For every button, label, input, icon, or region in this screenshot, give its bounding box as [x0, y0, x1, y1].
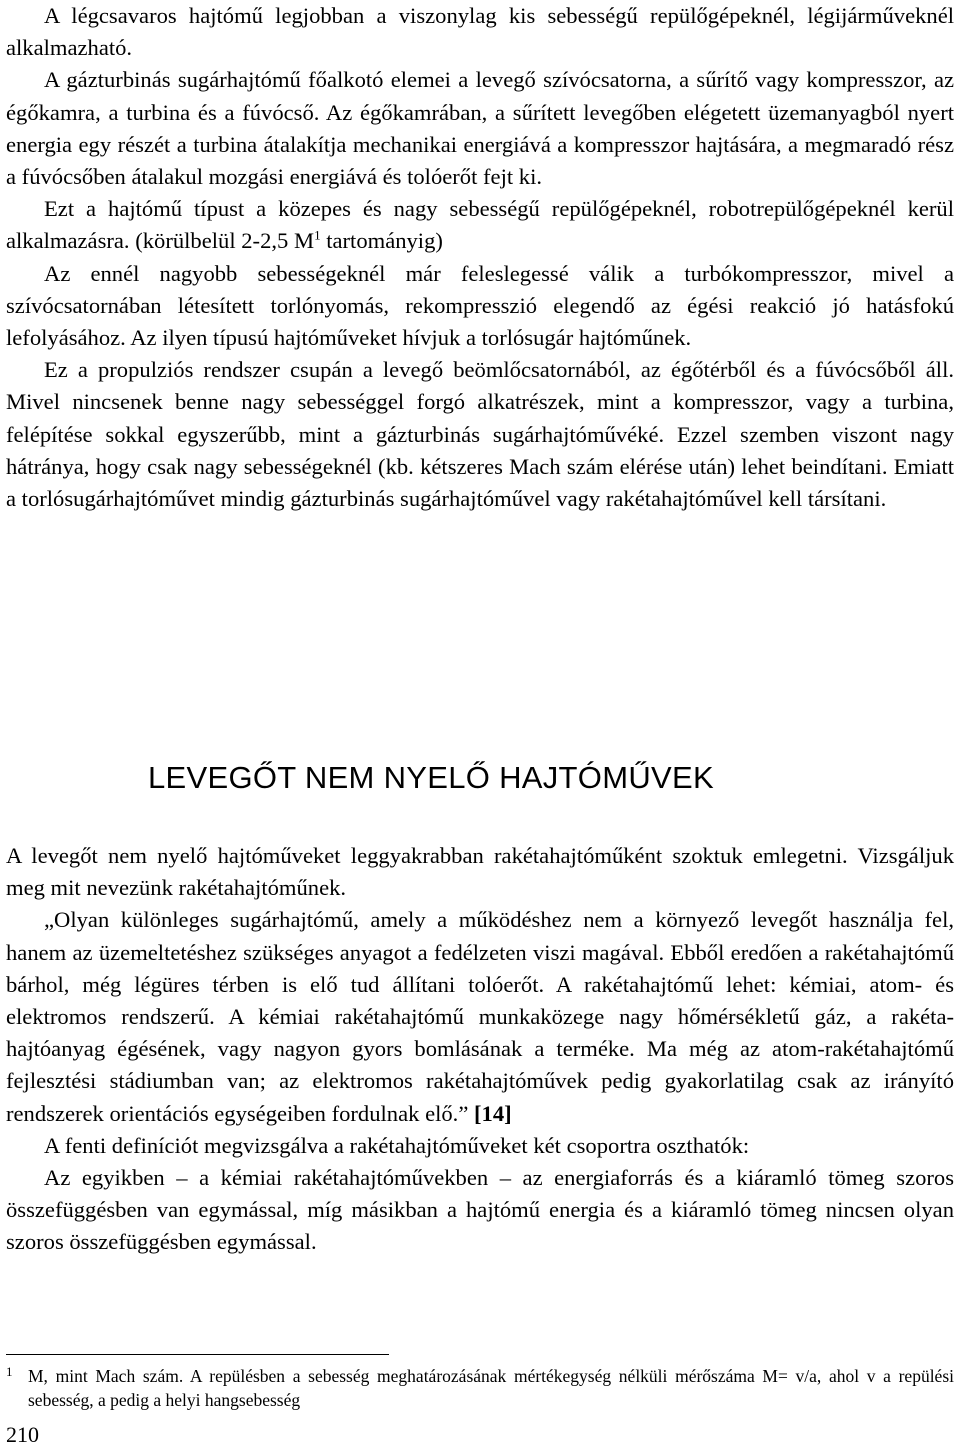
body-text-bottom [6, 840, 954, 1259]
quote-text: „Olyan különleges sugárhajtómű, amely a működéshez nem a környező levegőt használja fel, hanem az üzemeltetéshez szükséges anyagot a fedélzeten viszi magával. Ebből eredően a rakétahajtómű bárhol, még légüres térben is elő tud állítani tolóerőt. A rakétahajtómű lehet: kémiai, atom- és elektromos rendszerű. A kémiai rakétahajtómű munkaközege nagy hőmérsékletű gáz, a rakéta-hajtóanyag égésének, vagy nagyon gyors bomlásának a terméke. Ma még az atom-rakétahajtómű fejlesztési stádiumban van; az elektromos rakétahajtóművek pedig gyakorlatilag csak az irányító rendszerek orientációs egységeiben fordulnak elő.” [6, 907, 954, 1126]
footnote-divider [6, 1354, 389, 1355]
footnote [6, 1364, 954, 1412]
paragraph-mach-tail: tartományig) [320, 228, 443, 254]
paragraph-mach-range [6, 193, 954, 257]
paragraph-groups: Az egyikben – a kémiai rakétahajtóművekben – az energiaforrás és a kiáramló tömeg szoros összefüggésben van egymással, míg másikban a hajtómű energia és a kiáramló tömeg nincsen olyan szoros összefüggésben egymással. [6, 1165, 954, 1255]
paragraph-rocket-intro: A levegőt nem nyelő hajtóműveket leggyakrabban rakétahajtóműként szoktuk emlegetni. Vizsgáljuk meg mit nevezünk rakétahajtóműnek. [6, 843, 954, 901]
footnote-reference[interactable]: 1 [314, 227, 321, 243]
body-text-top [6, 0, 954, 515]
page-number: 210 [6, 1422, 39, 1447]
footnote-text: M, mint Mach szám. A repülésben a sebesség meghatározásának mértékegység nélküli mérőszáma M= v/a, ahol v a repülési sebesség, a pedig a helyi hangsebesség [28, 1366, 954, 1410]
paragraph-gas-turbine: A gázturbinás sugárhajtómű főalkotó elemei a levegő szívócsatorna, a sűrítő vagy kompresszor, az égőkamra, a turbina és a fúvócső. Az égőkamrában, a sűrített levegőben elégetett üzemanyagból nyert energia egy részét a turbina átalakítja mechanikai energiává a kompresszor hajtására, a megmaradó rész a fúvócsőben átalakul mozgási energiává és tolóerőt fejt ki. [6, 67, 954, 190]
paragraph-quote [6, 904, 954, 1129]
citation-reference[interactable]: [14] [474, 1100, 512, 1126]
paragraph-mach-text: Ezt a hajtómű típust a közepes és nagy sebességű repülőgépeknél, robotrepülőgépeknél kerül alkalmazásra. (körülbelül 2-2,5 M [6, 196, 954, 254]
paragraph-ramjet-details: Ez a propulziós rendszer csupán a levegő beömlőcsatornából, az égőtérből és a fúvócsőből áll. Mivel nincsenek benne nagy sebességgel forgó alkatrészek, mint a kompresszor, vagy a turbina, felépítése sokkal egyszerűbb, mint a gázturbinás sugárhajtóművéké. Ezzel szemben viszont nagy hátránya, hogy csak nagy sebességeknél (kb. kétszeres Mach szám elérése után) lehet beindítani. Emiatt a torlósugárhajtóművet mindig gázturbinás sugárhajtóművel vagy rakétahajtóművel kell társítani. [6, 357, 954, 512]
section-heading: LEVEGŐT NEM NYELŐ HAJTÓMŰVEK [148, 760, 714, 795]
paragraph-definition: A fenti definíciót megvizsgálva a rakétahajtóműveket két csoportra oszthatók: [44, 1132, 750, 1158]
paragraph-ramjet-intro: Az ennél nagyobb sebességeknél már feleslegessé válik a turbókompresszor, mivel a szívócsatornában létesített torlónyomás, rekompresszió elegendő az égési reakció jó hatásfokú lefolyásához. Az ilyen típusú hajtóműveket hívjuk a torlósugár hajtóműnek. [6, 260, 954, 351]
footnote-mark: 1 [6, 1364, 13, 1379]
paragraph-propeller: A légcsavaros hajtómű legjobban a viszonylag kis sebességű repülőgépeknél, légijárműveknél alkalmazható. [6, 3, 954, 61]
